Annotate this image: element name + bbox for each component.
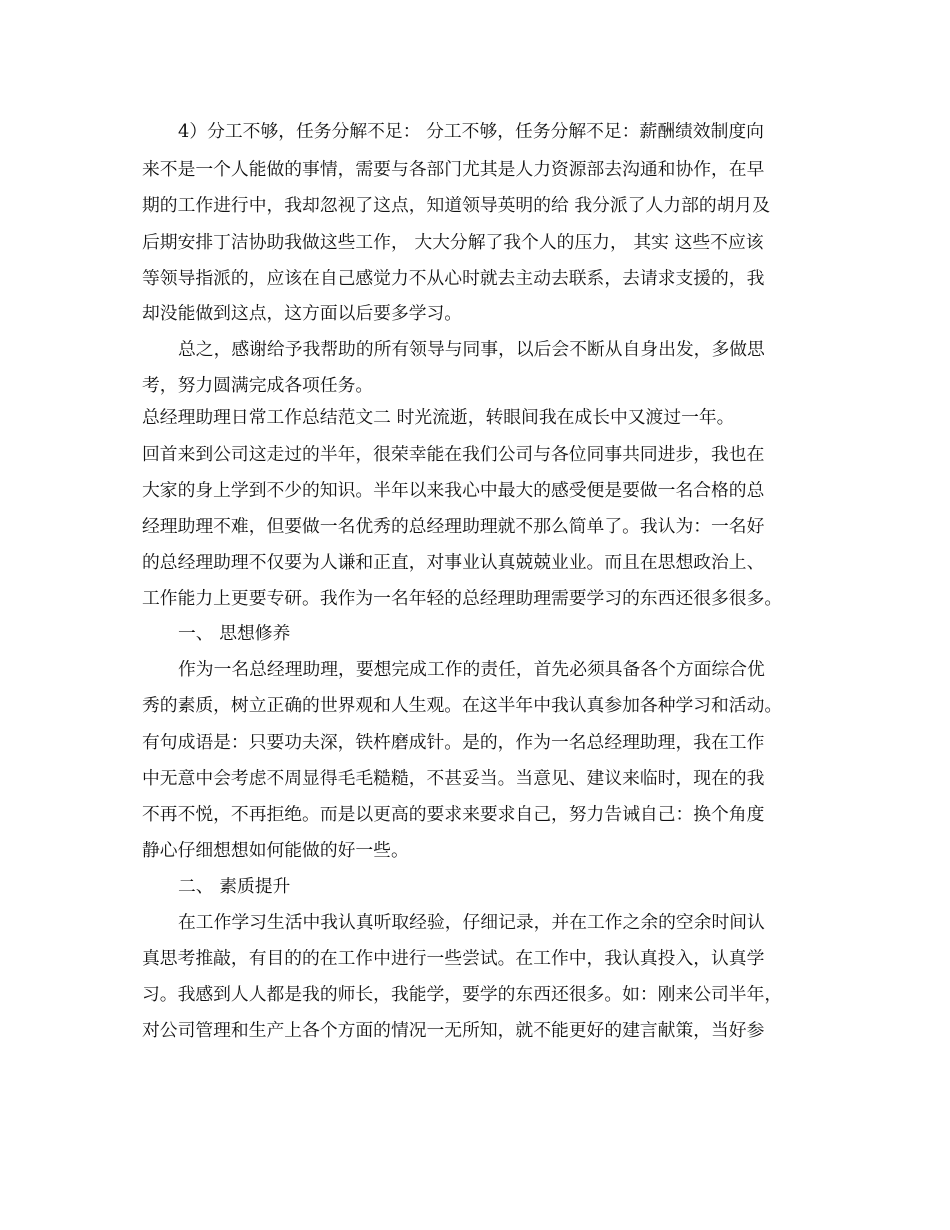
subsection-heading: 二、 素质提升: [178, 876, 291, 897]
text-line: 不再不悦，不再拒绝。而是以更高的要求来要求自己，努力告诫自己：换个角度: [142, 804, 765, 825]
text-line: 的总经理助理不仅要为人谦和正直，对事业认真兢兢业业。而且在思想政治上、: [142, 552, 765, 573]
text-line: 期的工作进行中，我却忽视了这点，知道领导英明的给 我分派了人力部的胡月及: [142, 195, 770, 216]
text-line: 工作能力上更要专研。我作为一名年轻的总经理助理需要学习的东西还很多很多。: [142, 588, 783, 609]
text-line: 却没能做到这点，这方面以后要多学习。: [142, 303, 463, 324]
text-line: 等领导指派的，应该在自己感觉力不从心时就去主动去联系，去请求支援的，我: [142, 268, 765, 289]
text-line: 经理助理不难，但要做一名优秀的总经理助理就不那么简单了。我认为：一名好: [142, 516, 765, 537]
text-line: 中无意中会考虑不周显得毛毛糙糙，不甚妥当。当意见、建议来临时，现在的我: [142, 768, 765, 789]
text-line: 来不是一个人能做的事情，需要与各部门尤其是人力资源部去沟通和协作，在早: [142, 159, 765, 180]
text-line: 对公司管理和生产上各个方面的情况一无所知，就不能更好的建言献策，当好参: [142, 1020, 765, 1041]
text-line: 作为一名总经理助理，要想完成工作的责任，首先必须具备各个方面综合优: [178, 659, 765, 680]
text-line: 总之，感谢给予我帮助的所有领导与同事，以后会不断从自身出发，多做思: [178, 339, 765, 360]
text-line: 静心仔细想想如何能做的好一些。: [142, 840, 409, 861]
text-line: 真思考推敲，有目的的在工作中进行一些尝试。在工作中，我认真投入，认真学: [142, 948, 765, 969]
text-line: 在工作学习生活中我认真听取经验，仔细记录，并在工作之余的空余时间认: [178, 912, 765, 933]
text-line: 4）分工不够，任务分解不足： 分工不够，任务分解不足：薪酬绩效制度向: [178, 121, 764, 142]
text-line: 考，努力圆满完成各项任务。: [142, 375, 374, 396]
section-heading: 总经理助理日常工作总结范文二 时光流逝，转眼间我在成长中又渡过一年。: [142, 407, 735, 428]
text-line: 大家的身上学到不少的知识。半年以来我心中最大的感受便是要做一名合格的总: [142, 480, 765, 501]
text-line: 后期安排丁洁协助我做这些工作， 大大分解了我个人的压力， 其实 这些不应该: [142, 232, 764, 253]
subsection-heading: 一、 思想修养: [178, 623, 291, 644]
text-line: 有句成语是：只要功夫深，铁杵磨成针。是的，作为一名总经理助理，我在工作: [142, 732, 765, 753]
text-line: 秀的素质，树立正确的世界观和人生观。在这半年中我认真参加各种学习和活动。: [142, 695, 783, 716]
text-line: 习。我感到人人都是我的师长，我能学，要学的东西还很多。如：刚来公司半年，: [142, 984, 783, 1005]
text-line: 回首来到公司这走过的半年，很荣幸能在我们公司与各位同事共同进步，我也在: [142, 444, 765, 465]
